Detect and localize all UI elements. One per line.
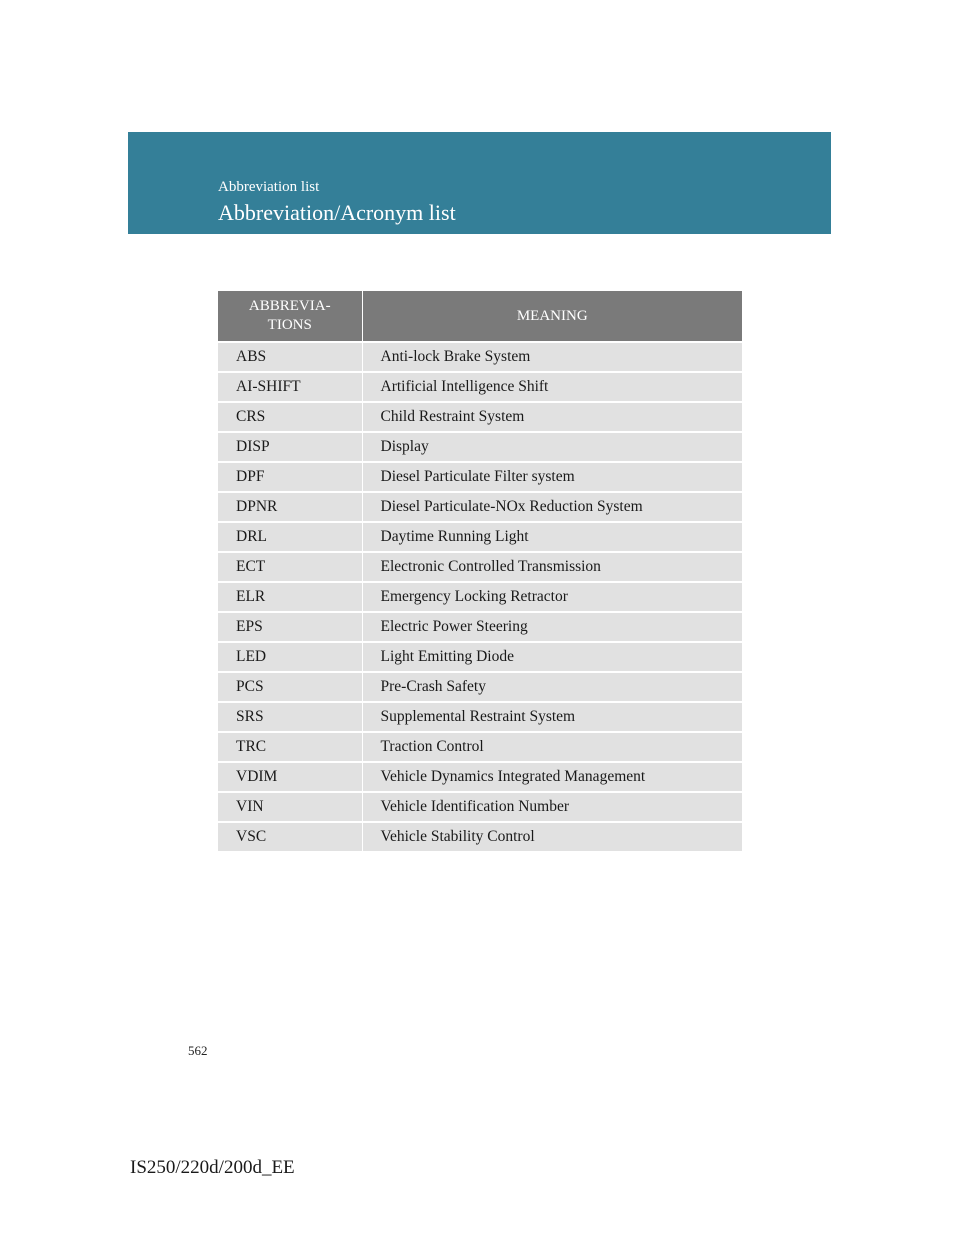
table-row <box>218 642 742 672</box>
table-row <box>218 822 742 851</box>
abbreviation-cell: ECT <box>218 552 362 582</box>
meaning-cell: Diesel Particulate Filter system <box>362 462 742 492</box>
meaning-cell: Display <box>362 432 742 462</box>
abbreviation-cell: SRS <box>218 702 362 732</box>
meaning-cell: Traction Control <box>362 732 742 762</box>
column-header-abbreviations-line1: ABBREVIA- <box>248 298 331 314</box>
abbreviation-cell: DRL <box>218 522 362 552</box>
abbreviation-table <box>218 291 742 851</box>
section-label: Abbreviation list <box>218 179 320 195</box>
meaning-cell: Vehicle Stability Control <box>362 822 742 851</box>
table-row <box>218 582 742 612</box>
header-band <box>128 132 831 234</box>
table-row <box>218 522 742 552</box>
meaning-cell: Diesel Particulate-NOx Reduction System <box>362 492 742 522</box>
abbreviation-cell: VSC <box>218 822 362 851</box>
column-header-meaning: MEANING <box>362 291 742 342</box>
abbreviation-cell: ELR <box>218 582 362 612</box>
abbreviation-cell: DISP <box>218 432 362 462</box>
meaning-cell: Supplemental Restraint System <box>362 702 742 732</box>
table-row <box>218 732 742 762</box>
column-header-abbreviations-line2: TIONS <box>267 317 312 333</box>
table-row <box>218 372 742 402</box>
abbreviation-cell: EPS <box>218 612 362 642</box>
abbreviation-cell: PCS <box>218 672 362 702</box>
table-header-row <box>218 291 742 342</box>
table-body <box>218 342 742 851</box>
table-row <box>218 492 742 522</box>
abbreviation-cell: TRC <box>218 732 362 762</box>
meaning-cell: Artificial Intelligence Shift <box>362 372 742 402</box>
meaning-cell: Emergency Locking Retractor <box>362 582 742 612</box>
table-row <box>218 612 742 642</box>
table-row <box>218 792 742 822</box>
meaning-cell: Light Emitting Diode <box>362 642 742 672</box>
abbreviation-cell: LED <box>218 642 362 672</box>
page-title: Abbreviation/Acronym list <box>218 200 456 225</box>
table-row <box>218 462 742 492</box>
table-row <box>218 762 742 792</box>
column-header-abbreviations <box>218 291 362 342</box>
abbreviation-cell: CRS <box>218 402 362 432</box>
abbreviation-cell: DPF <box>218 462 362 492</box>
abbreviation-cell: ABS <box>218 342 362 372</box>
abbreviation-cell: DPNR <box>218 492 362 522</box>
meaning-cell: Daytime Running Light <box>362 522 742 552</box>
meaning-cell: Child Restraint System <box>362 402 742 432</box>
model-code: IS250/220d/200d_EE <box>130 1157 295 1178</box>
meaning-cell: Electronic Controlled Transmission <box>362 552 742 582</box>
abbreviation-cell: VDIM <box>218 762 362 792</box>
table-row <box>218 402 742 432</box>
abbreviation-cell: VIN <box>218 792 362 822</box>
table-row <box>218 672 742 702</box>
table-row <box>218 552 742 582</box>
meaning-cell: Electric Power Steering <box>362 612 742 642</box>
meaning-cell: Vehicle Identification Number <box>362 792 742 822</box>
table-row <box>218 432 742 462</box>
table-row <box>218 342 742 372</box>
meaning-cell: Anti-lock Brake System <box>362 342 742 372</box>
table-row <box>218 702 742 732</box>
abbreviation-cell: AI-SHIFT <box>218 372 362 402</box>
meaning-cell: Vehicle Dynamics Integrated Management <box>362 762 742 792</box>
meaning-cell: Pre-Crash Safety <box>362 672 742 702</box>
page-number: 562 <box>188 1043 208 1058</box>
